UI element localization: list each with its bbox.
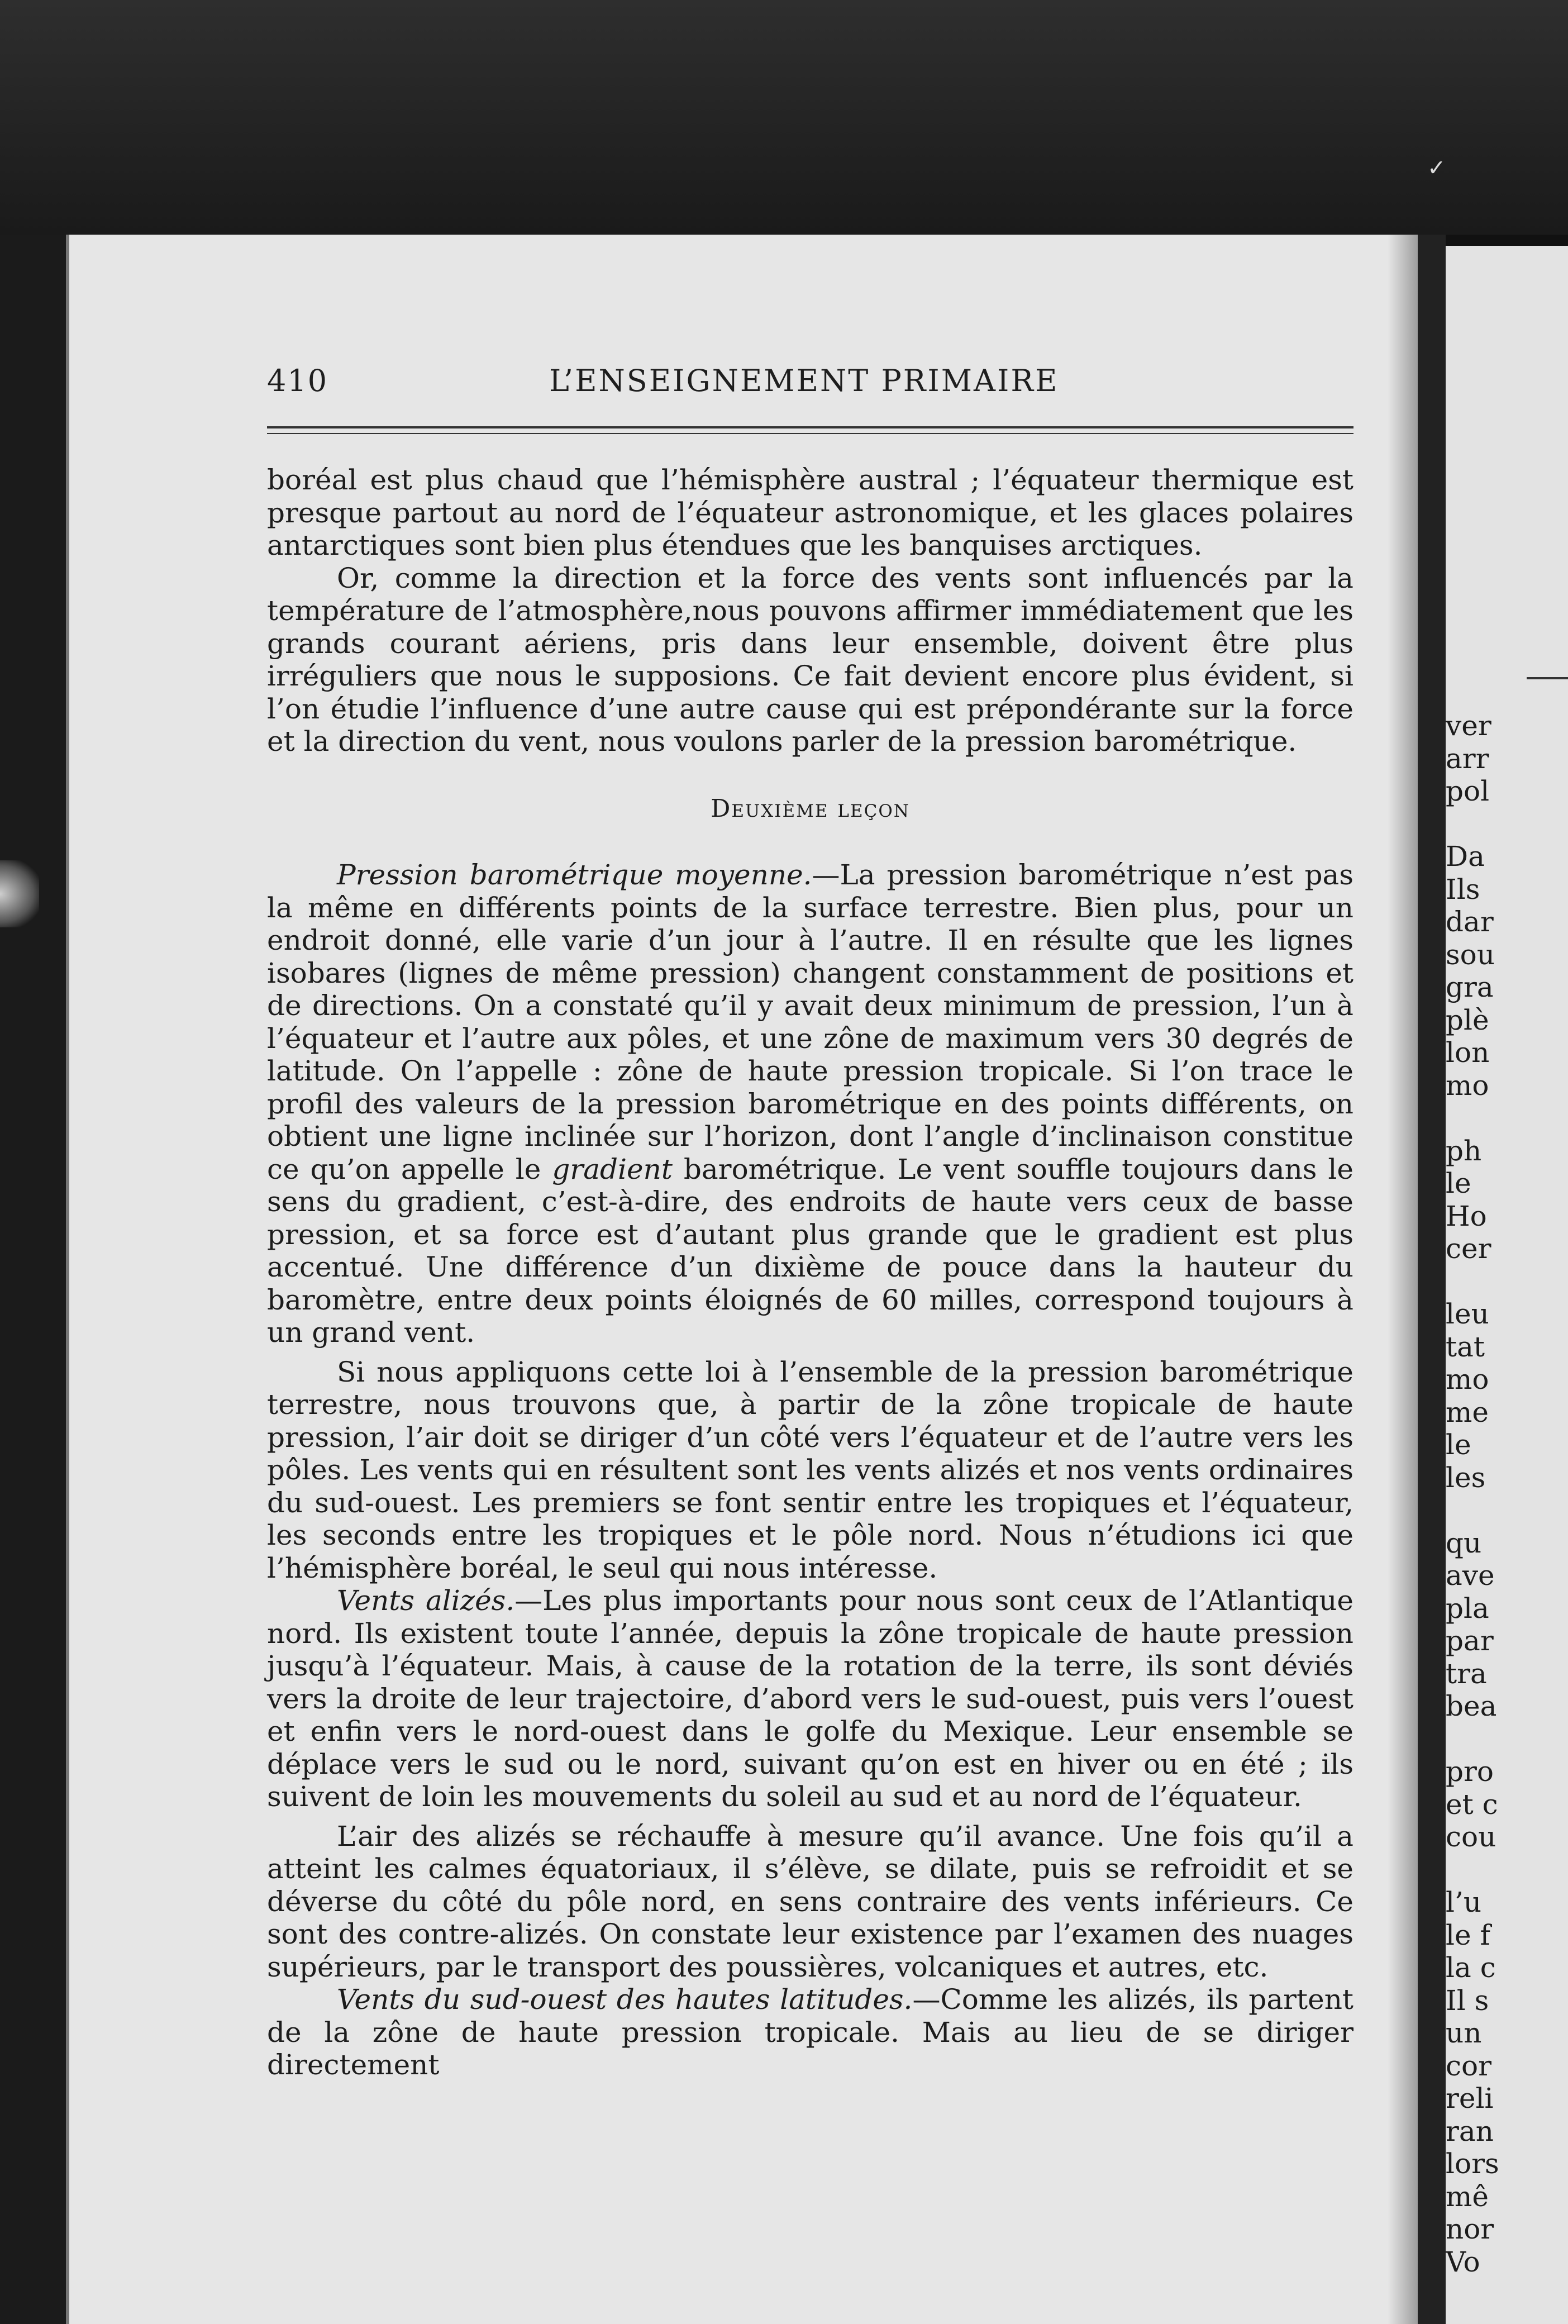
paragraph-5 bbox=[267, 1584, 1353, 1813]
page-binding-shadow bbox=[1388, 235, 1421, 2324]
paragraph-7-heading: Vents du sud-ouest des hautes latitudes. bbox=[337, 1983, 913, 2016]
tick-mark bbox=[1427, 155, 1442, 168]
section-title bbox=[267, 793, 1353, 826]
paragraph-5-heading: Vents alizés. bbox=[337, 1584, 515, 1617]
background-left bbox=[0, 235, 70, 2324]
header-rule-bottom bbox=[267, 433, 1353, 434]
header-rule-top bbox=[267, 426, 1353, 428]
right-page-text-fragments: ver arr pol Da Ils dar sou gra plè lon mo ph le Ho cer leu tat mo me le les qu ave pla par tra bea pro et c cou l’u le f la c Il s un cor reli ran lors mê nor Vo bbox=[1446, 709, 1499, 2278]
light-flare bbox=[0, 860, 39, 927]
paragraph-3-text: —La pression barométrique n’est pas la même en différents points de la surface terrestre. Bien plus, pour un endroit donné, elle varie d’un jour à l’autre. Il en résulte que les lignes isobares (lignes de même pression) changent constamment de positions et de directions. On a constaté qu’il y avait deux minimum de pression, l’un à l’équateur et l’autre aux pôles, et une zône de maximum vers 30 degrés de latitude. On l’appelle : zône de haute pression tropicale. Si l’on trace le profil des valeurs de la pression barométrique en des points différents, on obtient une ligne inclinée sur l’horizon, dont l’angle d’inclinaison constitue ce qu’on appelle le bbox=[267, 859, 1353, 1185]
paragraph-2: Or, comme la direction et la force des vents sont influencés par la température de l’atmosphère,nous pouvons affirmer immédiatement que les grands courant aériens, pris dans leur ensemble, doivent être plus irréguliers que nous le supposions. Ce fait devient encore plus évident, si l’on étudie l’influence d’une autre cause qui est prépondérante sur la force et la direction du vent, nous voulons parler de la pression barométrique. bbox=[267, 561, 1353, 758]
book-gutter bbox=[1418, 235, 1446, 2324]
paragraph-7-text: —Comme les alizés, ils partent de la zône de haute pression tropicale. Mais au lieu de se diriger directement bbox=[267, 1983, 1354, 2081]
page-number: 410 bbox=[267, 363, 328, 398]
running-title: L’ENSEIGNEMENT PRIMAIRE bbox=[549, 363, 1059, 398]
section-title-text: Deuxième leçon bbox=[711, 794, 910, 823]
right-page bbox=[1446, 246, 1568, 2324]
right-header-rule bbox=[1527, 677, 1568, 679]
paragraph-3-tail: barométrique. Le vent souffle toujours dans le sens du gradient, c’est-à-dire, des endroits de haute vers ceux de basse pression, et sa force est d’autant plus grande que le gradient est plus accentué. Une différence d’un dixième de pouce dans la hauteur du baromètre, entre deux points éloignés de 60 milles, correspond toujours à un grand vent. bbox=[267, 1153, 1353, 1349]
background-top bbox=[0, 0, 1568, 235]
paragraph-6: L’air des alizés se réchauffe à mesure qu’il avance. Une fois qu’il a atteint les calmes équatoriaux, il s’élève, se dilate, puis se refroidit et se déverse du côté du pôle nord, en sens contraire des vents inférieurs. Ce sont des contre-alizés. On constate leur existence par l’examen des nuages supérieurs, par le transport des poussières, volcaniques et autres, etc. bbox=[267, 1820, 1353, 1983]
page-header bbox=[267, 363, 1353, 402]
gradient-term: gradient bbox=[552, 1153, 673, 1185]
paragraph-7 bbox=[267, 1983, 1353, 2082]
paragraph-1: boréal est plus chaud que l’hémisphère austral ; l’équateur thermique est presque partout au nord de l’équateur astronomique, et les glaces polaires antarctiques sont bien plus étendues que les banquises arctiques. bbox=[267, 464, 1353, 561]
paragraph-3-heading: Pression barométrique moyenne. bbox=[337, 859, 812, 891]
paragraph-4: Si nous appliquons cette loi à l’ensemble de la pression barométrique terrestre, nous trouvons que, à partir de la zône tropicale de haute pression, l’air doit se diriger d’un côté vers l’équateur et de l’autre vers les pôles. Les vents qui en résultent sont les vents alizés et nos vents ordinaires du sud-ouest. Les premiers se font sentir entre les tropiques et l’équateur, les seconds entre les tropiques et le pôle nord. Nous n’étudions ici que l’hémisphère boréal, le seul qui nous intéresse. bbox=[267, 1355, 1353, 1584]
body-text bbox=[267, 464, 1353, 2082]
paragraph-3 bbox=[267, 859, 1353, 1349]
paragraph-5-text: —Les plus importants pour nous sont ceux de l’Atlantique nord. Ils existent toute l’année, depuis la zône tropicale de haute pression jusqu’à l’équateur. Mais, à cause de la rotation de la terre, ils sont déviés vers la droite de leur trajectoire, d’abord vers le sud-ouest, puis vers l’ouest et enfin vers le nord-ouest dans le golfe du Mexique. Leur ensemble se déplace vers le sud ou le nord, suivant qu’on est en hiver ou en été ; ils suivent de loin les mouvements du soleil au sud et au nord de l’équateur. bbox=[267, 1584, 1353, 1813]
